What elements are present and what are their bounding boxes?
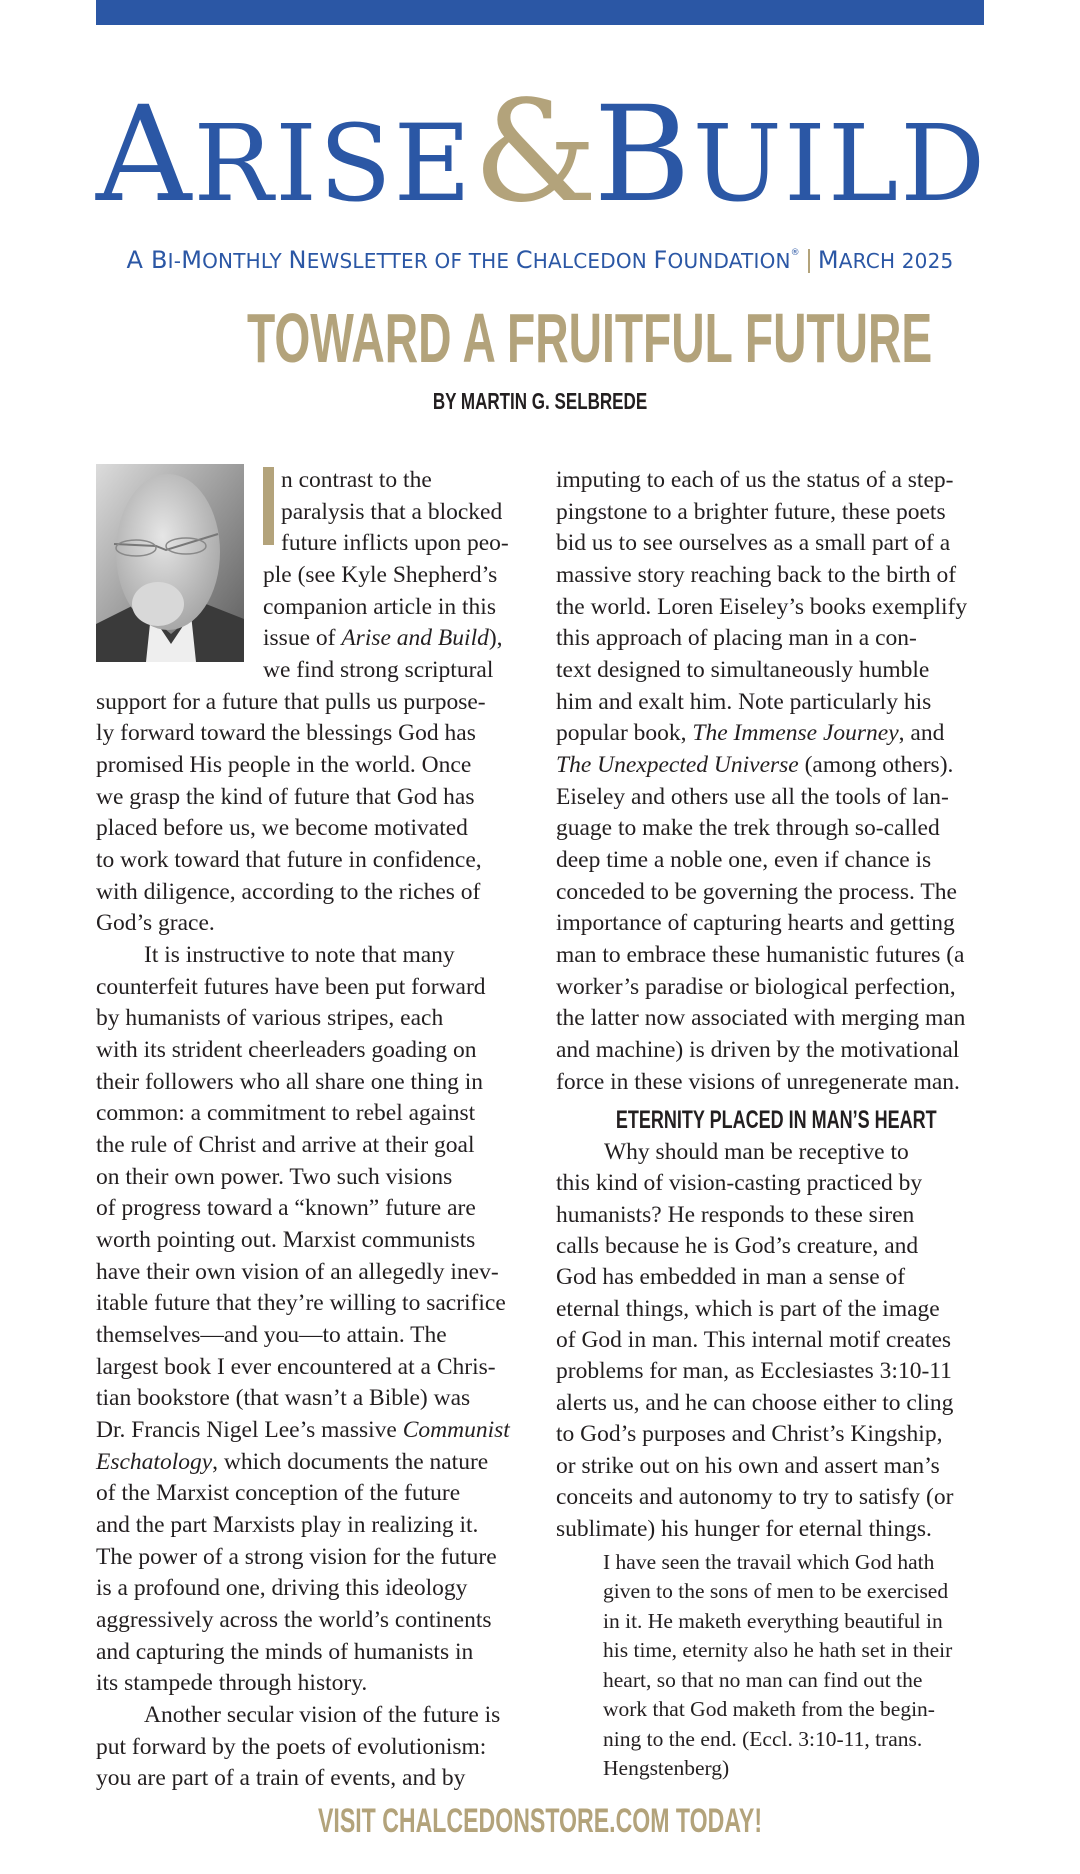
author-photo <box>96 464 244 662</box>
text-line: Eschatology, which documents the nature <box>96 1449 489 1475</box>
text-line: of God in man. This internal motif creates <box>556 1327 952 1353</box>
text-line: by humanists of various stripes, each <box>96 1005 444 1031</box>
masthead-letter: B <box>593 78 693 232</box>
text-line: eternal things, which is part of the image <box>556 1296 940 1322</box>
text-line: have their own vision of an allegedly inev- <box>96 1259 499 1285</box>
text-line: issue of Arise and Build), <box>263 625 503 651</box>
text-line: on their own power. Two such visions <box>96 1164 453 1190</box>
text-line: the latter now associated with merging man <box>556 1005 966 1031</box>
text-line: worth pointing out. Marxist communists <box>96 1227 476 1253</box>
article-title: TOWARD A FRUITFUL FUTURE <box>246 299 933 377</box>
text-line: conceded to be governing the process. The <box>556 879 957 905</box>
text-line: their followers who all share one thing in <box>96 1069 484 1095</box>
author-portrait-icon <box>96 464 244 662</box>
drop-cap-I <box>263 467 274 545</box>
text-line: text designed to simultaneously humble <box>556 657 930 683</box>
text-line: put forward by the poets of evolutionism: <box>96 1734 487 1760</box>
italic-title: Eschatology <box>96 1449 213 1475</box>
separator-bar <box>808 249 810 273</box>
italic-title: Arise and Build <box>341 625 489 651</box>
text-line: with its strident cheerleaders goading on <box>96 1037 477 1063</box>
text-line: man to embrace these humanistic futures (a <box>556 942 965 968</box>
text-line: It is instructive to note that many <box>144 942 455 968</box>
section-heading: ETERNITY PLACED IN MAN’S HEART <box>615 1106 937 1134</box>
text-line: Why should man be receptive to <box>604 1139 909 1165</box>
italic-title: The Unexpected Universe <box>556 752 799 778</box>
text-line: themselves—and you—to attain. The <box>96 1322 447 1348</box>
text-line: with diligence, according to the riches of <box>96 879 481 905</box>
quote-line: ning to the end. (Eccl. 3:10-11, trans. <box>603 1727 923 1751</box>
text-line: worker’s paradise or biological perfection, <box>556 974 956 1000</box>
text-line: this approach of placing man in a con- <box>556 625 917 651</box>
text-line: counterfeit futures have been put forward <box>96 974 486 1000</box>
text-line: The power of a strong vision for the future <box>96 1544 497 1570</box>
text-line: conceits and autonomy to try to satisfy (or <box>556 1484 954 1510</box>
text-line: God has embedded in man a sense of <box>556 1264 906 1290</box>
quote-line: heart, so that no man can find out the <box>603 1668 923 1692</box>
text-line: guage to make the trek through so-called <box>556 815 940 841</box>
text-line: future inflicts upon peo- <box>281 530 509 556</box>
text-line: pingstone to a brighter future, these poets <box>556 499 946 525</box>
text-line: massive story reaching back to the birth of <box>556 562 957 588</box>
article-byline: BY MARTIN G. SELBREDE <box>432 388 648 414</box>
text-line: to God’s purposes and Christ’s Kingship, <box>556 1421 943 1447</box>
top-brand-bar <box>96 0 984 25</box>
text-line: force in these visions of unregenerate man. <box>556 1069 960 1095</box>
text-line: we grasp the kind of future that God has <box>96 784 475 810</box>
text-line: Dr. Francis Nigel Lee’s massive Communist <box>96 1417 510 1443</box>
quote-line: in it. He maketh everything beautiful in <box>603 1609 943 1633</box>
text-line: this kind of vision-casting practiced by <box>556 1170 923 1196</box>
store-link-cta[interactable]: VISIT CHALCEDONSTORE.COM TODAY! <box>317 1802 763 1840</box>
italic-title: Communist <box>402 1417 510 1443</box>
text-line: alerts us, and he can choose either to cling <box>556 1390 954 1416</box>
text-line: the world. Loren Eiseley’s books exemplify <box>556 594 968 620</box>
newsletter-subtitle: A BI-MONTHLY NEWSLETTER OF THE CHALCEDON FOUNDATION® MARCH 2025 <box>126 246 954 274</box>
text-line: its stampede through history. <box>96 1670 368 1696</box>
quote-line: Hengstenberg) <box>603 1756 730 1780</box>
text-line: God’s grace. <box>96 910 215 936</box>
quote-line: I have seen the travail which God hath <box>603 1550 935 1574</box>
text-line: or strike out on his own and assert man’s <box>556 1453 940 1479</box>
text-line: The Unexpected Universe (among others). <box>556 752 954 778</box>
quote-line: work that God maketh from the begin- <box>603 1697 935 1721</box>
text-line: n contrast to the <box>281 467 432 493</box>
text-line: sublimate) his hunger for eternal things. <box>556 1516 932 1542</box>
text-line: you are part of a train of events, and by <box>96 1765 466 1791</box>
text-line: ly forward toward the blessings God has <box>96 720 476 746</box>
italic-title: The Immense Journey <box>692 720 899 746</box>
text-line: largest book I ever encountered at a Chris- <box>96 1354 496 1380</box>
quote-line: his time, eternity also he hath set in their <box>603 1638 953 1662</box>
text-line: and the part Marxists play in realizing it. <box>96 1512 479 1538</box>
registered-mark: ® <box>790 248 800 258</box>
text-line: promised His people in the world. Once <box>96 752 472 778</box>
text-line: of progress toward a “known” future are <box>96 1195 476 1221</box>
text-line: support for a future that pulls us purpose- <box>96 689 486 715</box>
masthead-logo <box>96 71 988 234</box>
text-line: aggressively across the world’s continents <box>96 1607 492 1633</box>
masthead-letters: RISE <box>193 102 474 225</box>
text-line: calls because he is God’s creature, and <box>556 1233 919 1259</box>
text-line: tian bookstore (that wasn’t a Bible) was <box>96 1385 471 1411</box>
text-line: him and exalt him. Note particularly his <box>556 689 932 715</box>
text-line: to work toward that future in confidence, <box>96 847 482 873</box>
text-line: Another secular vision of the future is <box>144 1702 501 1728</box>
text-line: imputing to each of us the status of a step- <box>556 467 954 493</box>
text-line: importance of capturing hearts and getting <box>556 910 955 936</box>
text-line: bid us to see ourselves as a small part of a <box>556 530 951 556</box>
text-line: companion article in this <box>263 594 496 620</box>
text-line: Eiseley and others use all the tools of lan- <box>556 784 949 810</box>
text-line: deep time a noble one, even if chance is <box>556 847 932 873</box>
masthead-letter: A <box>96 78 194 232</box>
text-line: popular book, The Immense Journey, and <box>556 720 945 746</box>
text-line: ple (see Kyle Shepherd’s <box>263 562 498 588</box>
text-line: and machine) is driven by the motivational <box>556 1037 960 1063</box>
text-line: problems for man, as Ecclesiastes 3:10-11 <box>556 1358 952 1384</box>
text-line: and capturing the minds of humanists in <box>96 1639 474 1665</box>
masthead-ampersand: & <box>473 71 594 234</box>
text-line: placed before us, we become motivated <box>96 815 468 841</box>
text-line: itable future that they’re willing to sacrifice <box>96 1290 506 1316</box>
text-line: we find strong scriptural <box>263 657 494 683</box>
issue-date: M <box>817 246 839 274</box>
text-line: of the Marxist conception of the future <box>96 1480 461 1506</box>
text-line: the rule of Christ and arrive at their goal <box>96 1132 475 1158</box>
text-line: is a profound one, driving this ideology <box>96 1575 468 1601</box>
text-line: paralysis that a blocked <box>281 499 503 525</box>
quote-line: given to the sons of men to be exercised <box>603 1579 949 1603</box>
text-line: common: a commitment to rebel against <box>96 1100 476 1126</box>
masthead-letters: UILD <box>692 102 988 225</box>
text-line: humanists? He responds to these siren <box>556 1202 915 1228</box>
